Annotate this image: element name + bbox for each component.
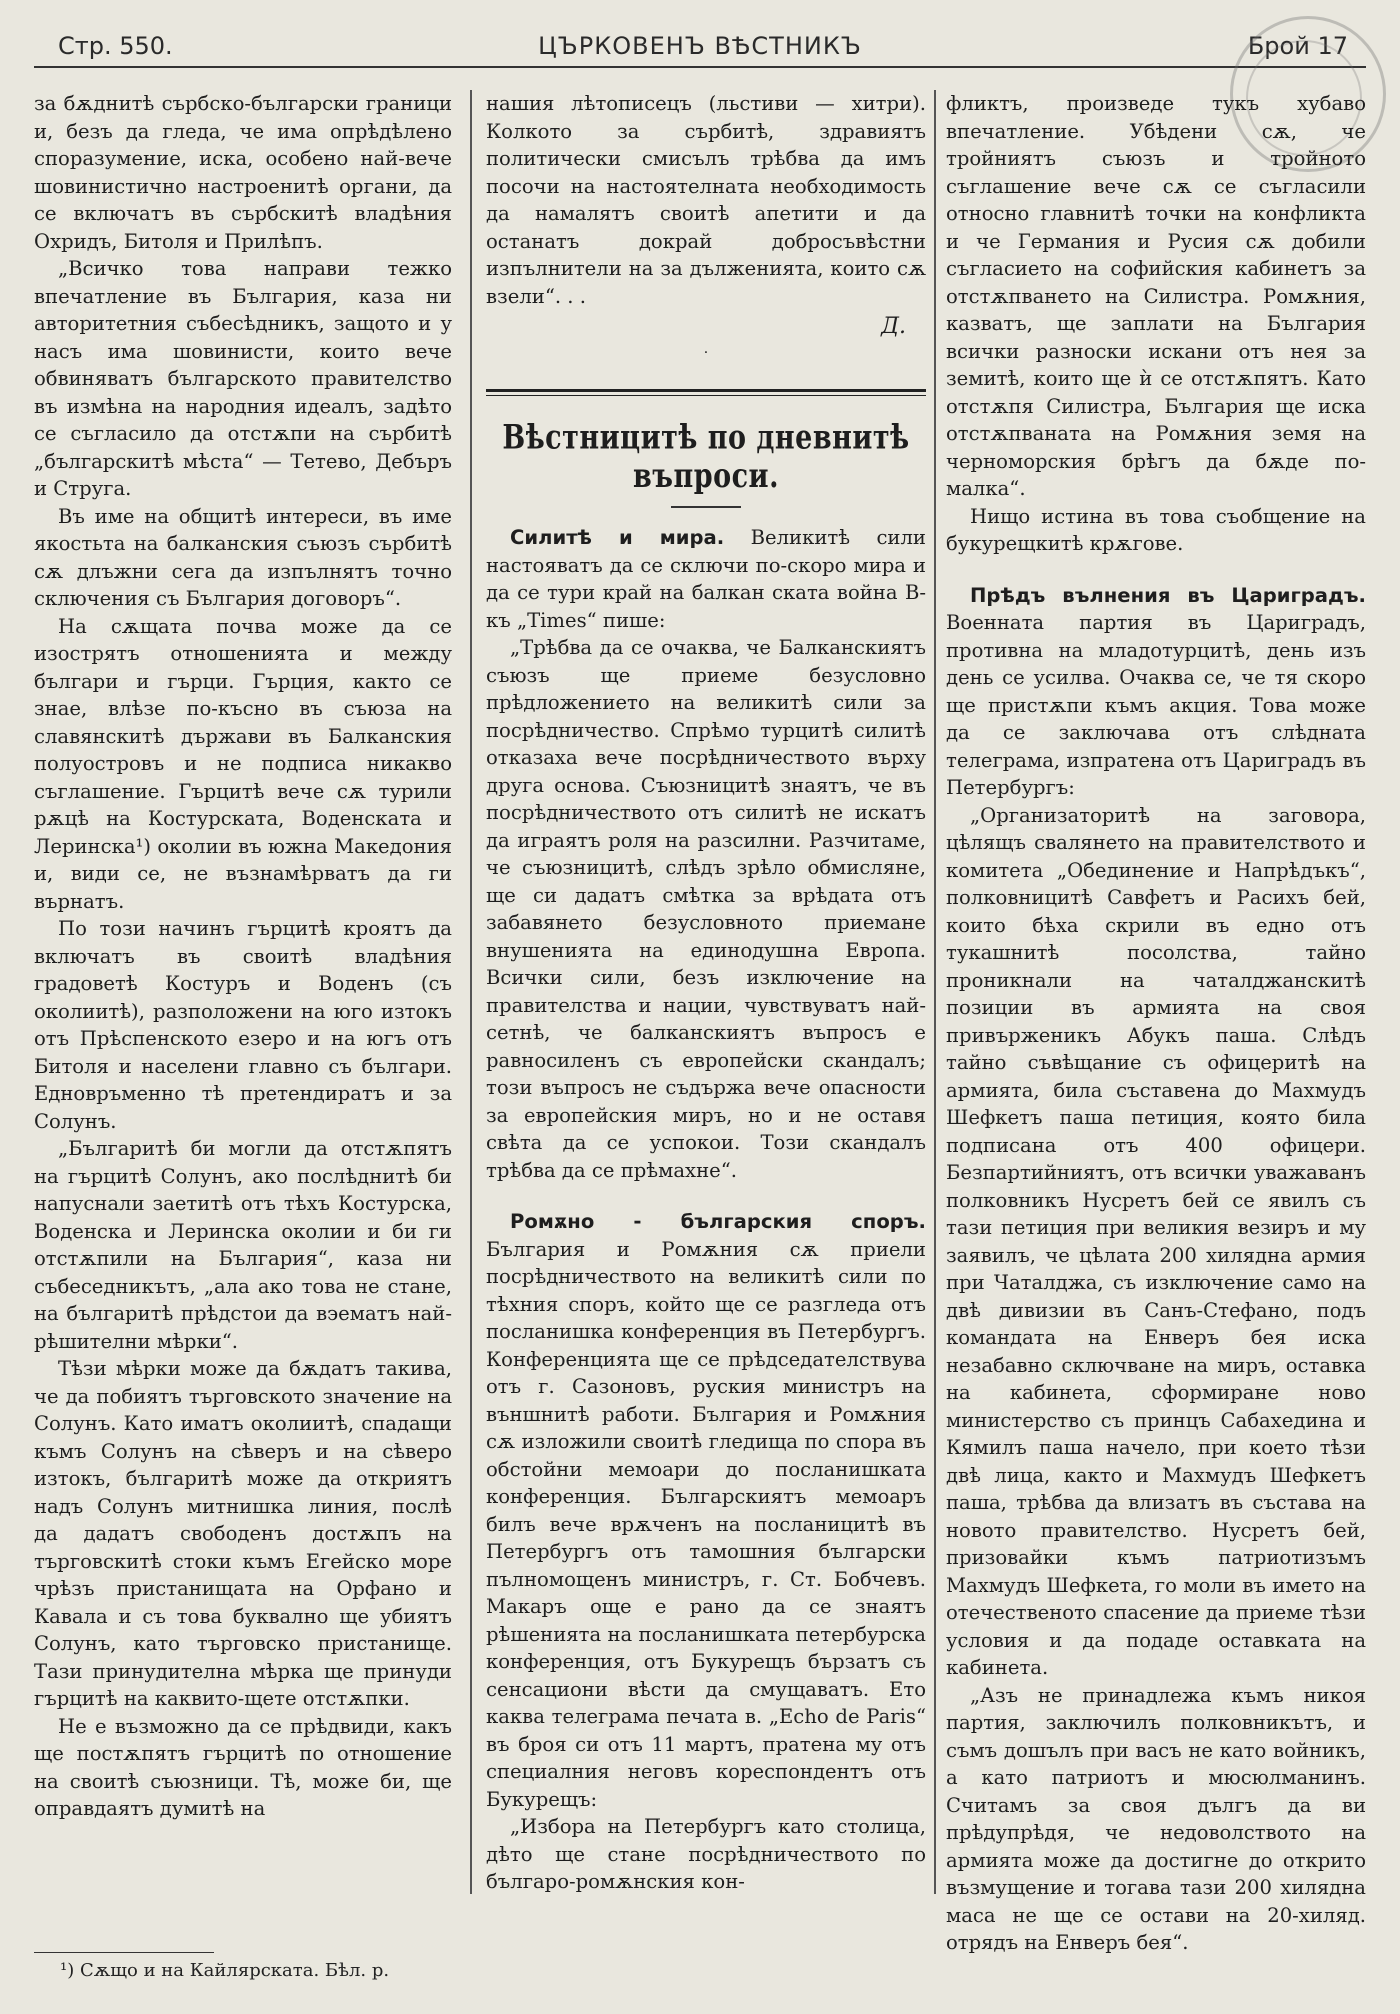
- paragraph: Не е възможно да се прѣдвиди, какъ ще постѫпятъ гърцитѣ по отношение на своитѣ съюзници. Тѣ, може би, ще оправдаятъ думитѣ на: [34, 1714, 452, 1820]
- paragraph: На сѫщата почва може да се изострятъ отношенията и между българи и гърци. Гърция, както се знае, влѣзе по-късно въ съюза на славянскитѣ държави въ Балканския полуостровъ и не подписа никакво съглашение. Гърцитѣ вече сѫ турили рѫцѣ на Костурската, Воденската и Леринска¹) околии въ южна Македония и, види се, не възнамѣрватъ да ги върнатъ.: [34, 614, 452, 913]
- page-header: [34, 22, 1366, 62]
- quote-paragraph: „Трѣбва да се очаква, че Балканскиятъ съюзъ ще приеме безусловно прѣдложението на великитѣ сили за посрѣдничество. Спрѣмо турцитѣ силитѣ отказаха вече посрѣдничеството върху друга основа. Съюзницитѣ знаятъ, че въ посрѣдничеството отъ силитѣ не искатъ да играятъ роля на разсилни. Разчитаме, че съюзницитѣ, слѣдъ зрѣло обмисляне, ще си дадатъ смѣтка за врѣдата отъ забавянето безусловното приемане внушенията на единодушна Европа. Всички сили, безъ изключение на правителства и нации, чувствуватъ най-сетнѣ, че балканскиятъ въпросъ е равносиленъ съ европейски скандалъ; този въпросъ не съдържа вече опасности за европейския миръ, но и не оставя свѣта да се успокои. Този скандалъ трѣбва да се прѣмахне“.: [486, 636, 926, 1182]
- article-heading: Прѣдъ вълнения въ Цариградъ.: [970, 583, 1366, 607]
- quote-paragraph: „Избора на Петербургъ като столица, дѣто ще стане посрѣдничеството по българо-ромѫнския кон-: [486, 1815, 926, 1893]
- paragraph: фликтъ, произведе тукъ хубаво впечатление. Убѣдени сѫ, че тройниятъ съюзъ и тройното съглашение вече сѫ се съгласили относно главнитѣ точки на конфликта и че Германия и Русия сѫ добили съгласието на софийския кабинетъ за отстѫпването на Силистра. Ромѫния, казватъ, ще заплати на България всички разноски искани отъ нея за земитѣ, които ще ѝ се отстѫпятъ. Като отстѫпя Силистра, България ще иска отстѫпваната на Ромѫния земя на черноморския брѣгъ да бѫде по-малка“.: [946, 92, 1366, 500]
- paragraph: Нищо истина въ това съобщение на букурещкитѣ крѫгове.: [946, 504, 1366, 555]
- paragraph: „Всичко това направи тежко впечатление въ България, каза ни авторитетния събесѣдникъ, защото и у насъ има шовинисти, които вече обвиняватъ българското правителство въ измѣна на народния идеалъ, задѣто се съгласило да отстѫпи на сърбитѣ „българскитѣ мѣста“ — Тетево, Дебъръ и Струга.: [34, 257, 452, 500]
- footnote: ¹) Сѫщо и на Кайлярската. Бѣл. р.: [60, 1960, 390, 1981]
- column-middle: [486, 90, 926, 1954]
- paragraph: По този начинъ гърцитѣ кроятъ да включатъ въ своитѣ владѣния градоветѣ Костуръ и Воденъ (съ околиитѣ), разположени на юго изтокъ отъ Прѣспенското езеро и на югъ отъ Битоля и населени главно съ българи. Едновръменно тѣ претендиратъ и за Солунъ.: [34, 917, 452, 1133]
- author-signature: Д.: [881, 314, 906, 339]
- column-left: [34, 90, 452, 1954]
- column-divider: [470, 90, 472, 1894]
- article-lead: Прѣдъ вълнения въ Цариградъ. Военната партия въ Цариградъ, противна на младотурцитѣ, день изъ день се усилва. Очаква се, че тя скоро ще пристѫпи къмъ акция. Това може да се заключава отъ слѣдната телеграма, изпратена отъ Цариградъ въ Петербургъ:: [946, 583, 1366, 799]
- quote-paragraph: „Азъ не принадлежа къмъ никоя партия, заключилъ полковникътъ, и съмъ дошълъ при васъ не като войникъ, а като патриотъ и мюсюлманинъ. Считамъ за своя дългъ да ви прѣдупрѣдя, че недоволството на армията може да достигне до открито възмущение и тогава тази 200 хилядна маса не ще се остави на 20-хиляд. отрядъ на Енверъ бея“.: [946, 1683, 1366, 1954]
- header-rule: [34, 66, 1366, 68]
- footnote-rule: [34, 1952, 214, 1953]
- issue-number: Брой 17: [1247, 32, 1348, 60]
- quote-paragraph: „Организаторитѣ на заговора, цѣлящъ свалянето на правителството и комитета „Обединение и Напрѣдъкъ“, полковницитѣ Савфетъ и Расихъ бей, които бѣха скрили въ едно отъ тукашнитѣ посолства, тайно проникнали на чаталджанскитѣ позиции въ армията на своя привърженикъ Абукъ паша. Слѣдъ тайно съвѣщание съ офицеритѣ на армията, била съставена до Махмудъ Шефкетъ паша петиция, която била подписана отъ 400 офицери. Безпартийниятъ, отъ всички уважаванъ полковникъ Нусретъ бей се явилъ съ тази петиция при великия везиръ и му заявилъ, че цѣлата 200 хилядна армия при Чаталджа, съ изключение само на двѣ дивизии въ Санъ-Стефано, подъ командата на Енверъ бея иска незабавно сключване на миръ, оставка на кабинета, сформиране ново министерство съ принцъ Сабахедина и Кямилъ паша начело, при което тѣзи двѣ лица, както и Махмудъ Шефкетъ паша, трѣбва да влизатъ въ състава на новото правителство. Нусретъ бей, призовайки къмъ патриотизъмъ Махмудъ Шефкета, го моли въ името на отечественото спасение да приеме тѣзи условия и да подаде оставката на кабинета.: [946, 803, 1366, 1679]
- journal-title: ЦЪРКОВЕНЪ ВѢСТНИКЪ: [538, 32, 862, 60]
- section-title: Вѣстницитѣ по дневнитѣ въпроси.: [502, 418, 910, 496]
- paragraph: „Българитѣ би могли да отстѫпятъ на гърцитѣ Солунъ, ако послѣднитѣ би напуснали заетитѣ отъ тѣхъ Костурска, Воденска и Леринска околии и би ги отстѫпили на България“, каза ни събеседникътъ, „ала ако това не стане, на българитѣ прѣдстои да вэематъ най-рѣшителни мѣрки“.: [34, 1137, 452, 1353]
- article-lead: Ромѫно - българския споръ. България и Ромѫния сѫ приели посрѣдничеството на великитѣ сили по тѣхния споръ, който ще се разгледа отъ посланишка конференция въ Петербургъ. Конференцията ще се прѣдседателствува отъ г. Сазоновъ, руския министръ на външнитѣ работи. България и Ромѫния сѫ изложили своитѣ гледища по спора въ обстойни мемоари до посланишката конференция. Българскиятъ мемоаръ билъ вече врѫченъ на посланицитѣ въ Петербургъ отъ тамошния български пълномощенъ министръ, г. Ст. Бобчевъ. Макаръ още е рано да се знаятъ рѣшенията на посланишката петербурска конференция, отъ Букурещъ бързатъ съ сенсациони вѣсти да смущаватъ. Ето каква телеграма печата в. „Echo de Paris“ въ броя си отъ 11 мартъ, пратена му отъ специалния неговъ кореспондентъ отъ Букурещъ:: [486, 1210, 926, 1811]
- column-divider: [934, 90, 936, 1894]
- paragraph: Тѣзи мѣрки може да бѫдатъ такива, че да побиятъ търговското значение на Солунъ. Като иматъ околиитѣ, спадащи къмъ Солунъ на сѣверъ и на сѣверо изтокъ, българитѣ може да откриятъ надъ Солунъ митнишка линия, послѣ да дадатъ свободенъ достѫпъ на търговскитѣ стоки къмъ Егейско море чрѣзъ пристанищата на Орфано и Кавала и съ това буквално ще убиятъ Солунъ, като търговско пристанище. Тази принудителна мѣрка ще принуди гърцитѣ на каквито-щете отстѫпки.: [34, 1357, 452, 1710]
- separator-dot: ·: [703, 345, 709, 361]
- title-underline: [671, 506, 741, 508]
- paragraph: Въ име на общитѣ интереси, въ име якостьта на балканския съюзъ сърбитѣ сѫ длъжни сега да изпълнятъ точно сключения съ България договоръ“.: [34, 504, 452, 610]
- column-right: [946, 90, 1366, 1954]
- paragraph: за бѫднитѣ сърбско-български граници и, безъ да гледа, че има опрѣдѣлено споразумение, иска, особено най-вече шовинистично настроенитѣ органи, да се включатъ въ сърбскитѣ владѣния Охридъ, Битоля и Прилѣпъ.: [34, 92, 452, 253]
- article-lead: Силитѣ и мира. Великитѣ сили настояватъ да се сключи по-скоро мира и да се тури край на балкан ската война В-къ „Times“ пише:: [486, 526, 926, 632]
- page-number: Стр. 550.: [58, 32, 173, 60]
- article-heading: Силитѣ и мира.: [510, 526, 725, 549]
- paragraph: нашия лѣтописецъ (льстиви — хитри). Колкото за сърбитѣ, здравиятъ политически смисълъ трѣбва да имъ посочи на настоятелната необходимость да намалятъ своитѣ апетити и да останатъ докрай добросъвѣстни изпълнители на за дълженията, които сѫ взели“. . .: [486, 92, 926, 308]
- article-columns: [34, 90, 1366, 1954]
- section-double-rule: [486, 389, 926, 396]
- article-heading: Ромѫно - българския споръ.: [510, 1210, 926, 1233]
